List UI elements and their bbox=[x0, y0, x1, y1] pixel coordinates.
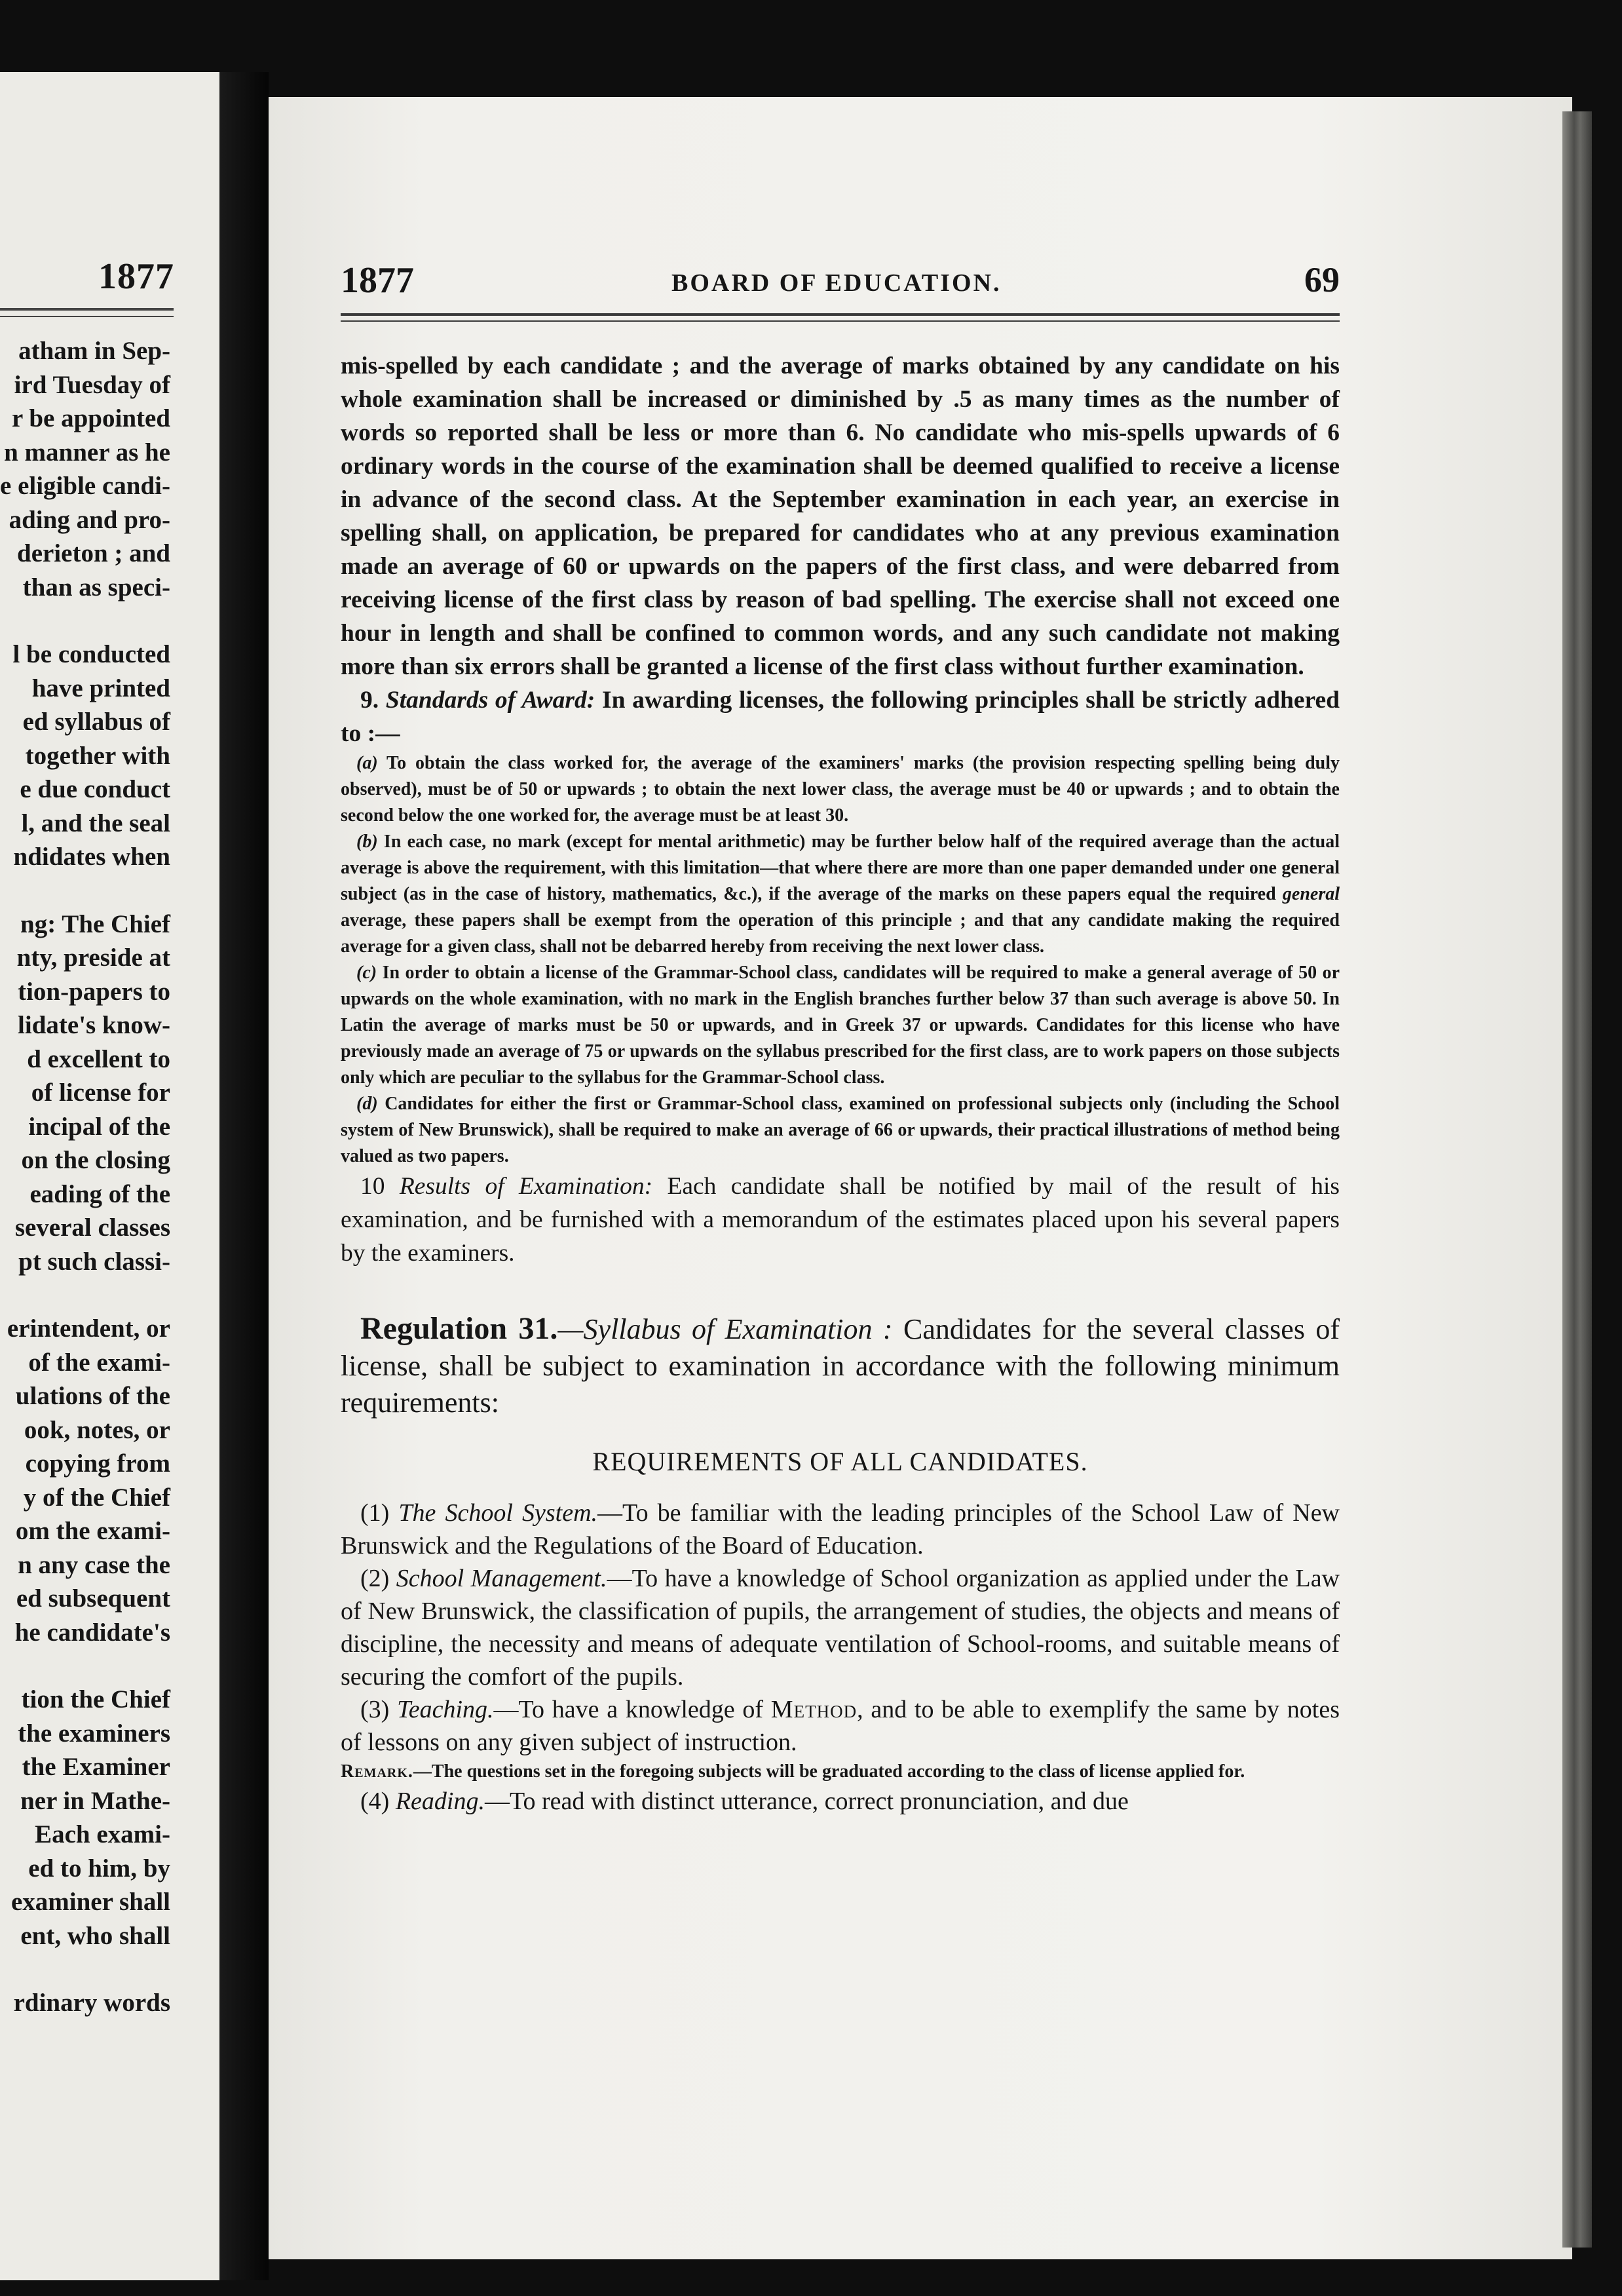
left-header-rule bbox=[0, 308, 174, 311]
left-page-line: derieton ; and bbox=[17, 539, 170, 567]
left-page-line: the examiners bbox=[18, 1719, 170, 1748]
left-page-line: ndidates when bbox=[13, 843, 170, 871]
left-page-line: Each exami- bbox=[35, 1820, 170, 1848]
requirement-4-text: —To read with distinct utterance, correct pronunciation, and due bbox=[484, 1788, 1129, 1815]
left-page-line: ed to him, by bbox=[28, 1854, 170, 1883]
clause-c bbox=[341, 960, 1340, 1091]
left-page-line: than as speci- bbox=[22, 573, 170, 602]
left-page-line: of the exami- bbox=[28, 1348, 170, 1377]
requirement-1-text: —To be familiar with the leading principles of the School Law of New Brunswick and the Regulations of the Board of Education. bbox=[341, 1499, 1340, 1559]
requirement-2-number: (2) bbox=[360, 1565, 390, 1592]
left-page-line: ulations of the bbox=[15, 1382, 170, 1410]
left-page-gap bbox=[0, 604, 170, 638]
clause-d-text: Candidates for either the first or Grammar-School class, examined on professional subjects only (including the School system of New Brunswick), shall be required to make an average of 66 or upwards, their practical illustrations of method being valued as two papers. bbox=[341, 1094, 1340, 1166]
clause-a-text: To obtain the class worked for, the average of the examiners' marks (the provision respecting spelling being duly observed), must be of 50 or upwards ; to obtain the next lower class, the average must be 40 or upwards ; and to obtain the second below the one worked for, the average must be at least 30. bbox=[341, 753, 1340, 826]
clause-b-text-2: average, these papers shall be exempt from the operation of this principle ; and that any candidate making the required average for a given class, shall not be debarred hereby from receiving the next lower class. bbox=[341, 910, 1340, 957]
left-page-line: incipal of the bbox=[28, 1112, 170, 1141]
clause-a-label: (a) bbox=[356, 753, 378, 773]
left-page-line: together with bbox=[25, 741, 170, 770]
left-page-line: y of the Chief bbox=[23, 1483, 170, 1512]
left-page-line: of license for bbox=[31, 1079, 170, 1107]
left-page-gap bbox=[0, 1278, 170, 1312]
left-page-line: n any case the bbox=[18, 1550, 170, 1579]
left-page-line: he candidate's bbox=[14, 1618, 170, 1647]
running-header bbox=[341, 259, 1340, 312]
requirement-2-text: —To have a knowledge of School organization as applied under the Law of New Brunswick, the classification of pupils, the arrangement of studies, the objects and means of discipline, the necessity and means of adequate ventilation of School-rooms, and suitable means of securing the comfort of the pupils. bbox=[341, 1565, 1340, 1691]
left-page-line: ading and pro- bbox=[9, 505, 170, 534]
left-page-line: ng: The Chief bbox=[20, 909, 170, 938]
page-number: 69 bbox=[1304, 260, 1340, 299]
requirement-3-number: (3) bbox=[360, 1696, 390, 1723]
left-page-line: d excellent to bbox=[27, 1044, 170, 1073]
left-page-line: nty, preside at bbox=[16, 944, 170, 972]
left-page-gap bbox=[0, 1649, 170, 1683]
requirement-1-title: The School System. bbox=[398, 1499, 598, 1527]
left-page-line: atham in Sep- bbox=[18, 337, 170, 365]
left-page-gap bbox=[0, 874, 170, 908]
header-rule-thin bbox=[341, 320, 1340, 322]
left-page-line: om the exami- bbox=[15, 1517, 170, 1545]
section-10-number: 10 bbox=[360, 1173, 385, 1200]
spelling-paragraph: mis-spelled by each candidate ; and the average of marks obtained by any candidate on his whole examination shall be increased or diminished by .5 as many times as the number of words so reported shall be less or more than 6. No candidate who mis-spells upwards of 6 ordinary words in the course of the examination shall be deemed qualified to receive a license in advance of the second class. At the September examination in each year, an exercise in spelling shall, on application, be prepared for candidates who at any previous examination made an average of 60 or upwards on the papers of the first class, and were debarred from receiving license of the first class by reason of bad spelling. The exercise shall not exceed one hour in length and shall be confined to common words, and any such candidate not making more than six errors shall be granted a license of the first class without further examination. bbox=[341, 353, 1340, 680]
requirement-4-title: Reading. bbox=[395, 1788, 485, 1815]
right-page bbox=[269, 97, 1572, 2259]
clause-d bbox=[341, 1091, 1340, 1170]
section-10-text: Each candidate shall be notified by mail of the result of his examination, and be furnished with a memorandum of the estimates placed upon his several papers by the examiners. bbox=[341, 1173, 1340, 1267]
left-header-rule-thin bbox=[0, 316, 174, 317]
section-9-text: In awarding licenses, the following principles shall be strictly adhered to :— bbox=[341, 687, 1340, 747]
clause-b-label: (b) bbox=[356, 832, 378, 852]
clause-b bbox=[341, 829, 1340, 960]
left-page-year: 1877 bbox=[98, 256, 174, 297]
requirement-3-text-2: , and to be able to exemplify the same by notes of lessons on any given subject of instruction. bbox=[341, 1696, 1340, 1756]
left-page-line: the Examiner bbox=[22, 1753, 170, 1781]
book-gutter bbox=[219, 72, 269, 2280]
regulation-title: —Syllabus of Examination : bbox=[557, 1313, 893, 1345]
page-content bbox=[341, 349, 1340, 1818]
left-page-line: examiner shall bbox=[10, 1888, 170, 1916]
section-9 bbox=[341, 683, 1340, 750]
left-page-line: eading of the bbox=[29, 1179, 170, 1208]
section-10 bbox=[341, 1170, 1340, 1270]
left-page-line: ed subsequent bbox=[16, 1584, 170, 1613]
section-9-number: 9. bbox=[360, 687, 379, 714]
left-page-line: r be appointed bbox=[12, 404, 170, 432]
left-page-line: have printed bbox=[31, 674, 170, 702]
regulation-31 bbox=[341, 1311, 1340, 1421]
header-year: 1877 bbox=[341, 260, 414, 301]
left-page-line: e due conduct bbox=[20, 775, 170, 803]
left-page-line: lidate's know- bbox=[18, 1011, 170, 1039]
requirement-1-number: (1) bbox=[360, 1499, 390, 1527]
left-page-line: pt such classi- bbox=[18, 1247, 170, 1276]
requirement-3-text-1: —To have a knowledge of bbox=[493, 1696, 764, 1723]
left-page-line: ner in Mathe- bbox=[20, 1786, 170, 1815]
requirement-4-number: (4) bbox=[360, 1788, 390, 1815]
requirement-2-title: School Management. bbox=[396, 1565, 607, 1592]
remark bbox=[341, 1759, 1340, 1785]
requirement-3 bbox=[341, 1693, 1340, 1759]
clause-b-text-1: In each case, no mark (except for mental arithmetic) may be further below half of the required average than the actual average is above the requirement, with this limitation—that where there are more than one paper demanded under one general subject (as in the case of history, mathematics, &c.), if the average of the marks on these papers equal the required bbox=[341, 832, 1340, 904]
left-page-line: l, and the seal bbox=[21, 809, 170, 837]
section-9-title: Standards of Award: bbox=[385, 687, 595, 714]
clause-a bbox=[341, 750, 1340, 829]
left-page-line: on the closing bbox=[21, 1146, 170, 1174]
requirement-3-method: Method bbox=[770, 1696, 858, 1723]
requirement-2 bbox=[341, 1562, 1340, 1693]
requirement-3-title: Teaching. bbox=[397, 1696, 494, 1723]
requirement-1 bbox=[341, 1497, 1340, 1562]
left-page-line: rdinary words bbox=[13, 1989, 170, 2017]
remark-label: Remark. bbox=[341, 1761, 413, 1782]
left-page-line: tion-papers to bbox=[18, 977, 170, 1006]
left-page-line: e eligible candi- bbox=[0, 472, 170, 500]
left-page-line: ed syllabus of bbox=[22, 708, 170, 736]
left-page-line: l be conducted bbox=[12, 640, 170, 668]
header-rule bbox=[341, 313, 1340, 316]
regulation-label: Regulation 31. bbox=[360, 1311, 558, 1346]
left-page-line: several classes bbox=[14, 1214, 170, 1242]
header-title: BOARD OF EDUCATION. bbox=[671, 269, 1002, 297]
left-page-line: copying from bbox=[25, 1449, 170, 1478]
left-page-line: ent, who shall bbox=[20, 1921, 170, 1950]
left-page-text bbox=[0, 334, 170, 2020]
left-page-line: ird Tuesday of bbox=[14, 370, 170, 399]
clause-c-text: In order to obtain a license of the Grammar-School class, candidates will be required to make a general average of 50 or upwards on the whole examination, with no mark in the English branches further below 37 than such average is above 50. In Latin the average of marks must be 50 or upwards, and in Greek 37 or upwards. Candidates for this license who have previously made an average of 75 or upwards on the syllabus prescribed for the first class, are to work papers on those subjects only which are peculiar to the syllabus for the Grammar-School class. bbox=[341, 963, 1340, 1088]
remark-text: —The questions set in the foregoing subjects will be graduated according to the class of license applied for. bbox=[413, 1761, 1245, 1782]
left-page-line: ook, notes, or bbox=[24, 1415, 170, 1444]
left-page-gap bbox=[0, 1953, 170, 1986]
regulation-text: Candidates for the several classes of license, shall be subject to examination in accordance with the following minimum requirements: bbox=[341, 1313, 1340, 1419]
section-10-title: Results of Examination: bbox=[399, 1173, 653, 1200]
left-page-line: n manner as he bbox=[4, 438, 170, 467]
clause-b-general: general bbox=[1282, 884, 1340, 904]
left-facing-page bbox=[0, 72, 219, 2280]
left-page-line: erintendent, or bbox=[7, 1314, 170, 1343]
requirement-4 bbox=[341, 1785, 1340, 1818]
requirements-heading: REQUIREMENTS OF ALL CANDIDATES. bbox=[592, 1447, 1088, 1476]
clause-c-label: (c) bbox=[356, 963, 377, 983]
clause-d-label: (d) bbox=[356, 1094, 378, 1114]
left-page-line: tion the Chief bbox=[21, 1685, 170, 1713]
page-stack-edge bbox=[1562, 111, 1592, 2248]
